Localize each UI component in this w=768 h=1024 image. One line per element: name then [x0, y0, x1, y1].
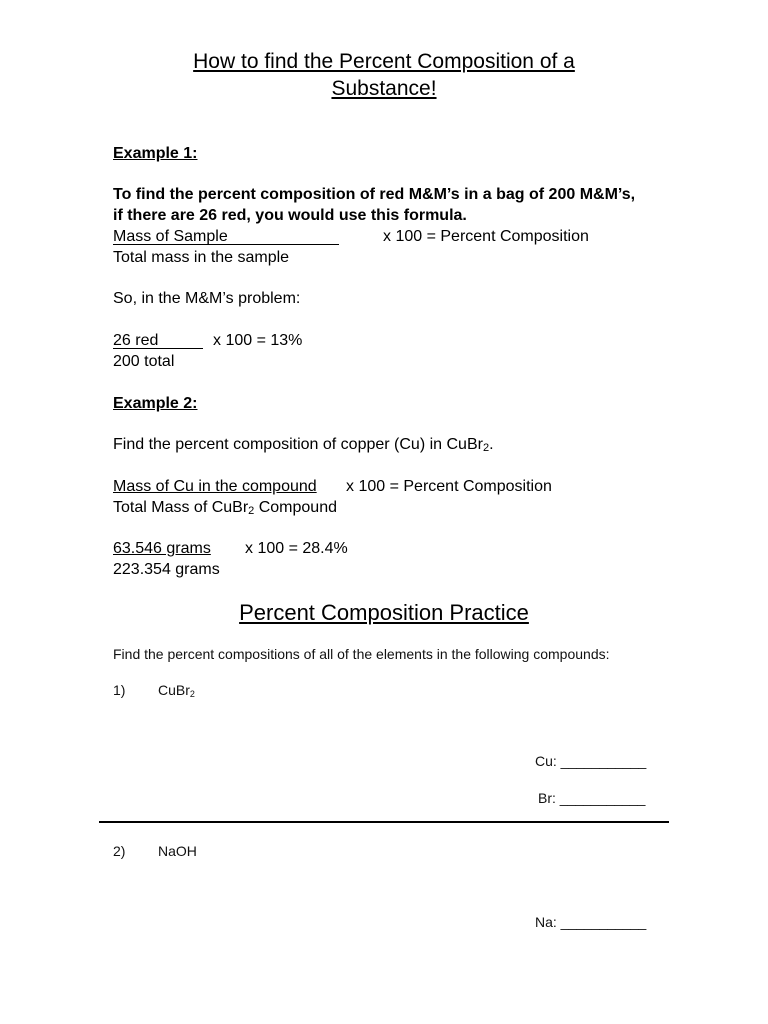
example-1-formula-numerator-text: Mass of Sample: [113, 228, 228, 245]
problem-1-compound-subscript: 2: [189, 689, 195, 699]
example-2-heading: Example 2:: [113, 395, 198, 412]
example-2-question-end: .: [489, 436, 494, 453]
example-2-calc-numerator: 63.546 grams: [113, 540, 211, 557]
problem-2-compound: NaOH: [158, 843, 197, 859]
example-2-question-text: Find the percent composition of copper (Cu) in CuBr: [113, 436, 483, 453]
example-2-formula-numerator: Mass of Cu in the compound: [113, 478, 317, 495]
page-title-cont: [0, 75, 768, 102]
problem-1-answer-br: Br: ___________: [538, 790, 646, 806]
problem-1-compound: [158, 681, 195, 703]
page-title: [0, 48, 768, 75]
example-2-denominator-text: Total Mass of CuBr: [113, 499, 249, 516]
practice-instructions: Find the percent compositions of all of the elements in the following compounds:: [113, 646, 610, 662]
example-1-calc-numerator-text: 26 red: [113, 332, 159, 349]
example-1-calc-numerator: [113, 330, 203, 349]
example-2-denominator-subscript: 2: [248, 505, 255, 517]
example-1-calc-denominator: 200 total: [113, 353, 175, 370]
example-1-heading: Example 1:: [113, 145, 198, 162]
example-2-formula-denominator: [113, 497, 337, 522]
problem-1-answer-cu: Cu: ___________: [535, 753, 647, 769]
example-2-calc-denominator: 223.354 grams: [113, 561, 220, 578]
title-line-2: Substance!: [331, 77, 437, 100]
example-1-text-2: if there are 26 red, you would use this formula.: [113, 207, 467, 224]
section-divider: [99, 821, 669, 823]
example-2-question: [113, 434, 494, 459]
example-1-formula-operator: x 100 = Percent Composition: [383, 228, 589, 245]
example-1-text-1: To find the percent composition of red M&M’s in a bag of 200 M&M’s,: [113, 186, 636, 203]
example-1-formula-denominator: Total mass in the sample: [113, 249, 290, 266]
problem-2-answer-na: Na: ___________: [535, 914, 647, 930]
example-1-calc-operator: x 100 = 13%: [213, 332, 303, 349]
problem-2-number: 2): [113, 843, 126, 859]
example-1-problem-intro: So, in the M&M’s problem:: [113, 290, 301, 307]
title-line-1: How to find the Percent Composition of a: [193, 50, 575, 73]
example-2-formula-operator: x 100 = Percent Composition: [346, 478, 552, 495]
example-2-question-subscript: 2: [482, 442, 490, 454]
problem-1-compound-text: CuBr: [158, 682, 190, 698]
example-2-calc-operator: x 100 = 28.4%: [245, 540, 348, 557]
example-1-formula-numerator: [113, 226, 339, 245]
problem-1-number: 1): [113, 682, 126, 698]
example-2-denominator-end: Compound: [254, 499, 337, 516]
practice-heading: Percent Composition Practice: [239, 600, 529, 625]
